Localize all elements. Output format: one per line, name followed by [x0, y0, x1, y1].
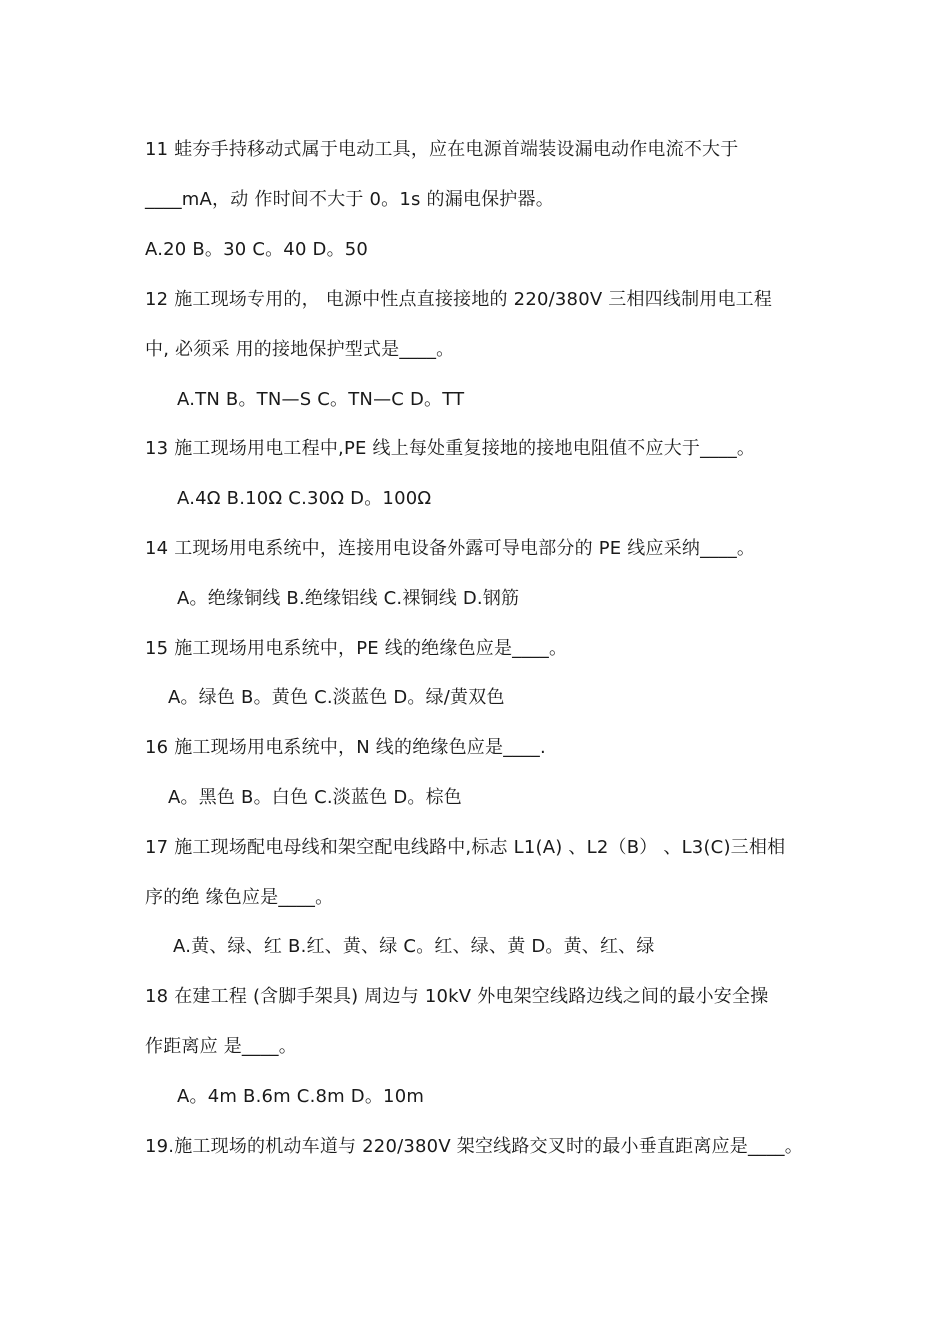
- q14-question: 14 工现场用电系统中，连接用电设备外露可导电部分的 PE 线应采纳____。: [145, 538, 756, 559]
- q12-options: A.TN B。TN—S C。TN—C D。TT: [177, 389, 465, 410]
- q12-question-line2: 中, 必须采 用的接地保护型式是____。: [145, 339, 455, 360]
- q15-question: 15 施工现场用电系统中，PE 线的绝缘色应是____。: [145, 638, 568, 659]
- q15-options: A。绿色 B。黄色 C.淡蓝色 D。绿/黄双色: [168, 687, 505, 708]
- q17-question-line2: 序的绝 缘色应是____。: [145, 887, 334, 908]
- q14-options: A。绝缘铜线 B.绝缘铝线 C.裸铜线 D.钢筋: [177, 588, 520, 609]
- q11-question-line2: ____mA，动 作时间不大于 0。1s 的漏电保护器。: [145, 189, 554, 210]
- q12-question-line1: 12 施工现场专用的， 电源中性点直接接地的 220/380V 三相四线制用电工程: [145, 289, 773, 310]
- q18-question-line2: 作距离应 是____。: [145, 1036, 297, 1057]
- q18-question-line1: 18 在建工程 (含脚手架具) 周边与 10kV 外电架空线路边线之间的最小安全操: [145, 986, 769, 1007]
- q13-options: A.4Ω B.10Ω C.30Ω D。100Ω: [177, 488, 432, 509]
- q11-options: A.20 B。30 C。40 D。50: [145, 239, 369, 260]
- q17-options: A.黄、绿、红 B.红、黄、绿 C。红、绿、黄 D。黄、红、绿: [173, 936, 655, 957]
- q11-question-line1: 11 蛙夯手持移动式属于电动工具，应在电源首端装设漏电动作电流不大于: [145, 139, 739, 160]
- q19-question: 19.施工现场的机动车道与 220/380V 架空线路交叉时的最小垂直距离应是____。: [145, 1136, 803, 1157]
- q16-options: A。黑色 B。白色 C.淡蓝色 D。棕色: [168, 787, 462, 808]
- q17-question-line1: 17 施工现场配电母线和架空配电线路中,标志 L1(A) 、L2（B） 、L3(C)三相相: [145, 837, 786, 858]
- q18-options: A。4m B.6m C.8m D。10m: [177, 1086, 425, 1107]
- q13-question: 13 施工现场用电工程中,PE 线上每处重复接地的接地电阻值不应大于____。: [145, 438, 756, 459]
- q16-question: 16 施工现场用电系统中，N 线的绝缘色应是____.: [145, 737, 546, 758]
